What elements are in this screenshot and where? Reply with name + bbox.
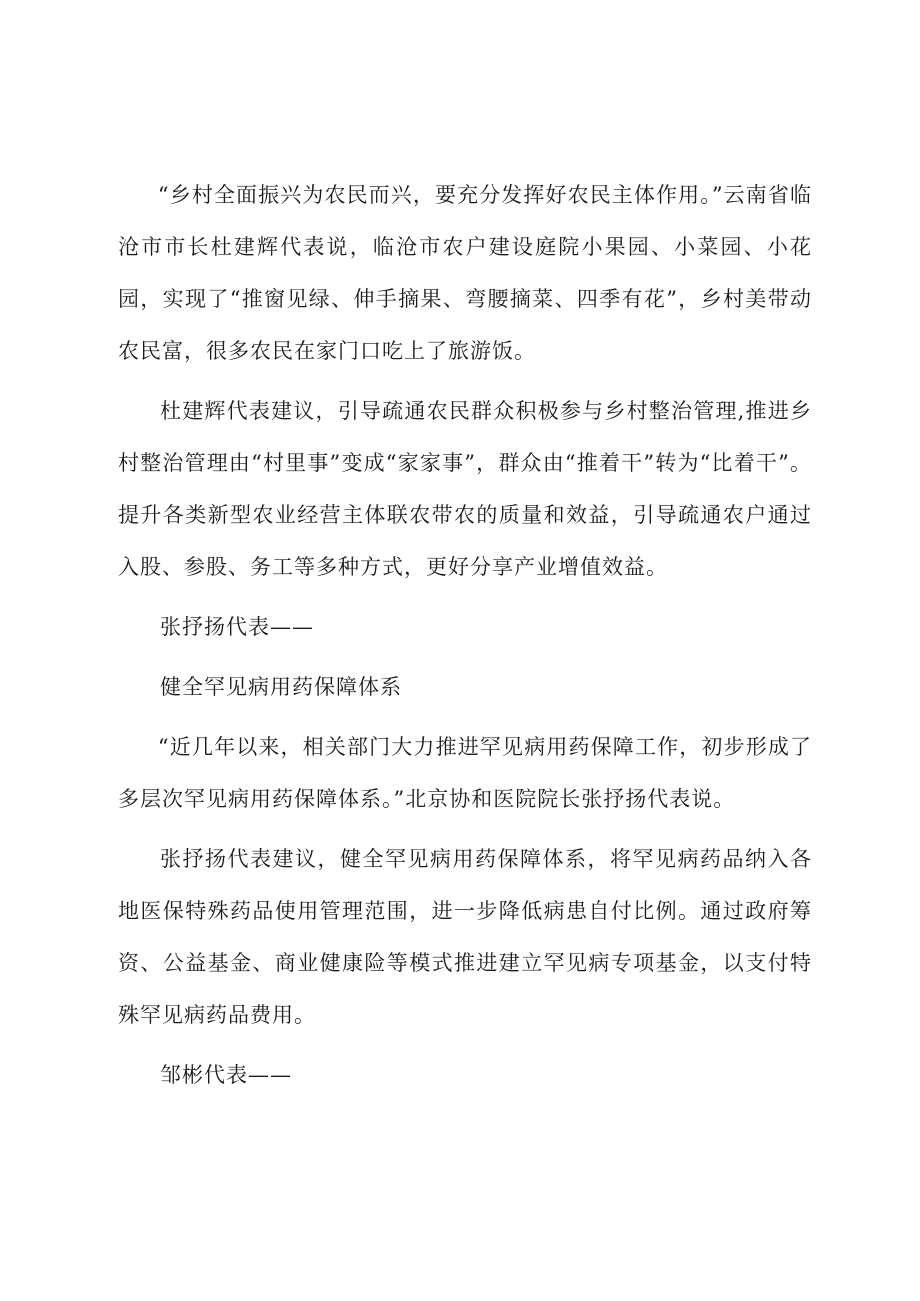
paragraph-gap xyxy=(118,1041,812,1049)
paragraph-gap xyxy=(118,377,812,385)
section-subheading-rare-disease: 健全罕见病用药保障体系 xyxy=(160,675,402,699)
paragraph-zhang-suggestion: 张抒扬代表建议，健全罕见病用药保障体系，将罕见病药品纳入各地医保特殊药品使用管理范围，进一步降低病患自付比例。通过政府筹资、公益基金、商业健康险等模式推进建立罕见病专项基金，以支付特殊罕见病药品费用。 xyxy=(118,847,812,1027)
section-heading-zou-bin: 邹彬代表—— xyxy=(160,1063,292,1087)
paragraph-lincang-quote: “乡村全面振兴为农民而兴，要充分发挥好农民主体作用。”云南省临沧市市长杜建辉代表说，临沧市农户建设庭院小果园、小菜园、小花园，实现了“推窗见绿、伸手摘果、弯腰摘菜、四季有花”，乡村美带动农民富，很多农民在家门口吃上了旅游饭。 xyxy=(118,183,812,363)
paragraph-gap xyxy=(118,713,812,721)
paragraph-gap xyxy=(118,825,812,833)
paragraph-gap xyxy=(118,653,812,661)
paragraph-zhang-quote: “近几年以来，相关部门大力推进罕见病用药保障工作，初步形成了多层次罕见病用药保障体系。”北京协和医院院长张抒扬代表说。 xyxy=(118,735,812,811)
document-body xyxy=(118,169,812,1101)
section-heading-zhang-shuyang: 张抒扬代表—— xyxy=(160,615,314,639)
paragraph-gap xyxy=(118,593,812,601)
paragraph-du-jianhui-suggestion: 杜建辉代表建议，引导疏通农民群众积极参与乡村整治管理,推进乡村整治管理由“村里事”变成“家家事”，群众由“推着干”转为“比着干”。提升各类新型农业经营主体联农带农的质量和效益，引导疏通农户通过入股、参股、务工等多种方式，更好分享产业增值效益。 xyxy=(118,399,812,579)
